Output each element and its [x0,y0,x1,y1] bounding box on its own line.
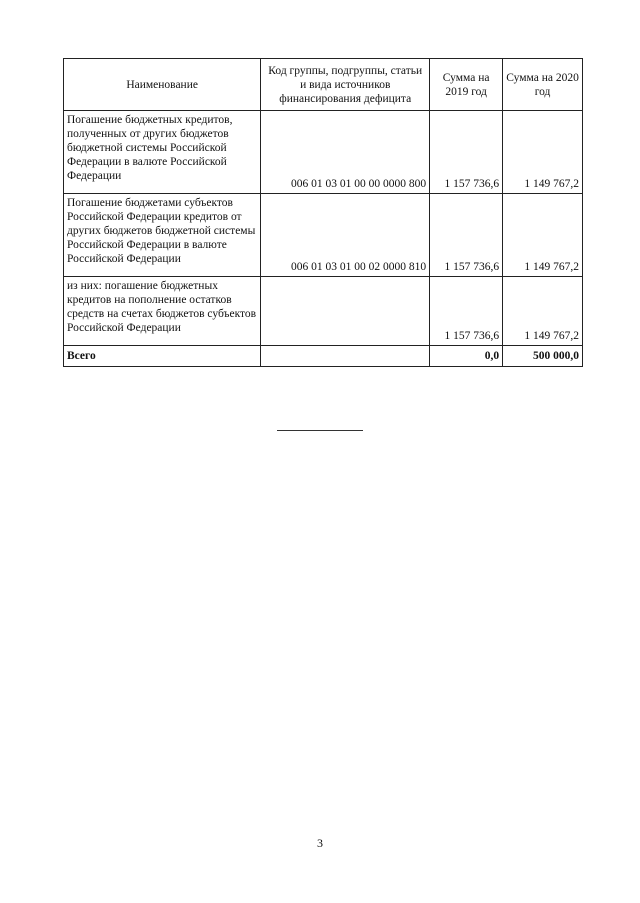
row-name: из них: погашение бюджетных кредитов на пополнение остатков средств на счетах бюджетов субъектов Российской Федерации [64,277,261,346]
total-code-empty [261,346,430,367]
row-sum-2020: 1 149 767,2 [503,111,583,194]
row-sum-2020: 1 149 767,2 [503,277,583,346]
row-sum-2019: 1 157 736,6 [430,277,503,346]
total-sum-2019: 0,0 [430,346,503,367]
header-name: Наименование [64,59,261,111]
row-name: Погашение бюджетами субъектов Российской Федерации кредитов от других бюджетов бюджетной системы Российской Федерации в валюте Российской Федерации [64,194,261,277]
table-total-row [64,346,583,367]
row-sum-2019: 1 157 736,6 [430,111,503,194]
total-sum-2020: 500 000,0 [503,346,583,367]
table-row [64,194,583,277]
header-code: Код группы, подгруппы, статьи и вида источников финансирования дефицита [261,59,430,111]
header-sum-2020: Сумма на 2020 год [503,59,583,111]
row-code: 006 01 03 01 00 00 0000 800 [261,111,430,194]
row-code [261,277,430,346]
row-sum-2019: 1 157 736,6 [430,194,503,277]
row-code: 006 01 03 01 00 02 0000 810 [261,194,430,277]
end-of-table-divider [277,430,363,431]
total-label: Всего [64,346,261,367]
table-row [64,111,583,194]
financing-sources-table [63,58,583,367]
table-header-row [64,59,583,111]
table-row [64,277,583,346]
header-sum-2019: Сумма на 2019 год [430,59,503,111]
page-number: 3 [317,836,323,850]
row-name: Погашение бюджетных кредитов, полученных от других бюджетов бюджетной системы Российской Федерации в валюте Российской Федерации [64,111,261,194]
row-sum-2020: 1 149 767,2 [503,194,583,277]
